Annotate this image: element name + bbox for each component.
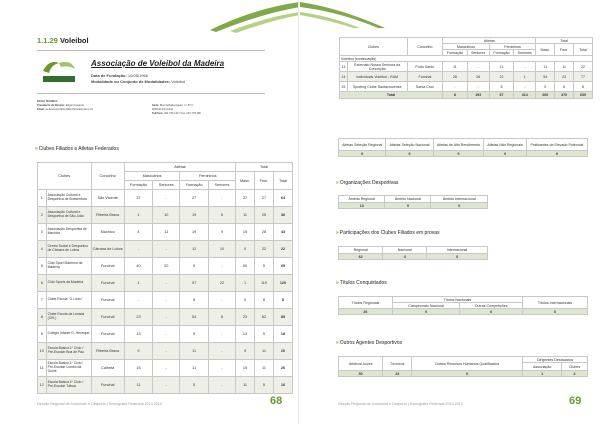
- col-fem: Fem.: [555, 44, 574, 56]
- table-cell: 62: [255, 309, 274, 326]
- agentes-value: 1: [523, 371, 562, 377]
- col-atletas: Atletas: [124, 163, 235, 172]
- clubes-subtitle: »Clubes Filiados e Atletas Federados: [35, 146, 119, 152]
- table-cell: 36: [273, 207, 292, 224]
- association-logo: [39, 57, 79, 85]
- table-cell: 5: [255, 377, 274, 394]
- table-cell: Santa Cruz: [407, 82, 443, 92]
- modality-value: Voleibol: [171, 79, 186, 84]
- club-name-cell: Clube Escola "O Liceu": [46, 292, 91, 309]
- table-cell: -: [208, 360, 235, 377]
- table-cell: -: [153, 241, 180, 258]
- chevron-right-icon: »: [336, 180, 339, 186]
- table-cell: 8: [273, 292, 292, 309]
- ficha-left: [37, 100, 93, 113]
- table-cell: -: [153, 309, 180, 326]
- table-cell: 11: [180, 343, 208, 360]
- table-row: [38, 241, 293, 258]
- col-masc: Masc.: [236, 172, 255, 190]
- table-row: [38, 292, 293, 309]
- col-fem: Fem.: [255, 172, 274, 190]
- total-cell: 193: [467, 92, 489, 99]
- part-value: 62: [339, 254, 383, 260]
- col-f-formacao: Formação: [180, 181, 208, 190]
- campeonato-header: Campeonato Nacional: [392, 303, 459, 309]
- row-number-cell: 7: [38, 292, 47, 309]
- table-row: [340, 62, 593, 72]
- dirigentes-header: Dirigentes Destacados: [523, 357, 588, 363]
- founded-label: Data de Fundação:: [91, 73, 127, 78]
- part-header: Nacional: [383, 247, 427, 254]
- row-number-cell: 1: [38, 190, 47, 207]
- chevron-right-icon: »: [35, 146, 38, 152]
- row-number-cell: 6: [38, 275, 47, 292]
- club-name-cell: Associação Cultural e Desportiva de São João: [46, 207, 91, 224]
- arbitros-header: Árbitros/Juízes: [339, 357, 383, 371]
- table-cell: 23: [555, 72, 574, 82]
- table-cell: -: [153, 377, 180, 394]
- table-cell: 20: [153, 258, 180, 275]
- email-value[interactable]: av.desconsordetubilizonhiracastrrpto.com: [45, 108, 94, 112]
- selecao-value: 0: [484, 151, 526, 157]
- org-value: 0: [385, 203, 431, 209]
- table-cell: 77: [574, 72, 593, 82]
- club-name-cell: Centro Social e Desportivo de Câmara de Lobos: [46, 241, 91, 258]
- table-cell: -: [467, 62, 489, 72]
- table-cell: 11: [124, 377, 152, 394]
- table-cell: -: [208, 292, 235, 309]
- table-cell: Câmara de Lobos: [91, 241, 124, 258]
- table-cell: 22: [255, 241, 274, 258]
- selecao-header: Atletas de Alto Rendimento: [433, 139, 484, 151]
- titulos-nacionais-header: Títulos Nacionais: [392, 297, 522, 303]
- club-name-cell: Club Sport Marítimo da Madeira: [46, 258, 91, 275]
- organizacoes-subtitle: »Organizações Desportivas: [336, 180, 399, 186]
- org-header: Âmbito Nacional: [385, 196, 431, 203]
- table-cell: Funchal: [91, 258, 124, 275]
- table-cell: 8: [208, 309, 235, 326]
- col-concelho: Concelho: [91, 163, 124, 190]
- table-cell: 64: [273, 190, 292, 207]
- table-cell: -: [153, 326, 180, 343]
- swoosh-decoration-icon: [200, 0, 300, 34]
- table-cell: -: [124, 292, 152, 309]
- table-cell: -: [467, 82, 489, 92]
- total-row: [340, 92, 593, 99]
- part-header: Regional: [339, 247, 383, 254]
- table-cell: -: [153, 292, 180, 309]
- table-cell: 60: [236, 258, 255, 275]
- site-value: Rua Velhada Aguiar, n.º 87 C: [159, 104, 194, 107]
- row-number-cell: 8: [38, 309, 47, 326]
- table-cell: 27: [255, 190, 274, 207]
- table-cell: 5: [180, 326, 208, 343]
- table-cell: 11: [443, 62, 467, 72]
- org-header: Âmbito Internacional: [431, 196, 488, 203]
- table-cell: 119: [255, 275, 274, 292]
- table-cell: 37: [124, 190, 152, 207]
- table-cell: -: [153, 343, 180, 360]
- table-cell: 16: [273, 377, 292, 394]
- association-box: [37, 50, 265, 94]
- col-femininos: Femininos: [489, 44, 536, 50]
- table-cell: -: [514, 82, 536, 92]
- col-masculinos: Masculinos: [443, 44, 490, 50]
- row-number-cell: 10: [38, 343, 47, 360]
- site-label: Sede:: [152, 104, 160, 107]
- table-cell: 1: [124, 207, 152, 224]
- section-title: [37, 36, 89, 45]
- table-cell: 54: [536, 72, 555, 82]
- table-cell: 19: [180, 224, 208, 241]
- swoosh-decoration-icon: [300, 0, 390, 30]
- table-cell: -: [208, 258, 235, 275]
- table-row: [38, 224, 293, 241]
- table-cell: 22: [208, 275, 235, 292]
- row-number-cell: 15: [340, 82, 348, 92]
- table-cell: 1: [514, 72, 536, 82]
- participacoes-table: [338, 246, 488, 260]
- table-cell: 37: [236, 190, 255, 207]
- table-cell: 54: [180, 309, 208, 326]
- col-femininos: Femininos: [180, 172, 236, 181]
- table-cell: 8: [180, 292, 208, 309]
- total-label: Total: [340, 92, 443, 99]
- table-row: [38, 309, 293, 326]
- table-cell: -: [124, 241, 152, 258]
- agentes-table: [338, 356, 588, 377]
- club-name-cell: Club Sports da Madeira: [46, 275, 91, 292]
- table-cell: Machico: [91, 224, 124, 241]
- club-name-cell: Colégio Infante D. Henrique: [46, 326, 91, 343]
- titulos-regionais-header: Títulos Regionais: [339, 297, 393, 309]
- total-cell: 8: [443, 92, 467, 99]
- table-cell: 11: [255, 343, 274, 360]
- table-cell: 8: [555, 82, 574, 92]
- table-cell: 5: [180, 377, 208, 394]
- table-cell: 5: [180, 258, 208, 275]
- table-cell: Funchal: [91, 377, 124, 394]
- col-m-seniores: Seniores: [467, 50, 489, 56]
- table-cell: 0: [536, 82, 555, 92]
- table-cell: 97: [180, 275, 208, 292]
- email-label: Email:: [37, 108, 45, 112]
- president-label: Presidente da Direção:: [37, 104, 66, 108]
- table-cell: 11: [180, 360, 208, 377]
- club-name-cell: Clube Escola da Levada (CEL): [46, 309, 91, 326]
- table-cell: 65: [273, 258, 292, 275]
- table-cell: 0: [236, 292, 255, 309]
- table-row: [38, 326, 293, 343]
- table-cell: 11: [236, 207, 255, 224]
- table-cell: 28: [255, 224, 274, 241]
- club-name-cell: Escola Básica 1º Ciclo / Pré-Escolar Boa de Pau: [46, 343, 91, 360]
- page-number-left: 68: [270, 395, 283, 407]
- part-value: 0: [427, 254, 488, 260]
- table-row: [38, 343, 293, 360]
- table-cell: 8: [255, 292, 274, 309]
- table-cell: 0: [236, 241, 255, 258]
- right-page: [300, 0, 600, 424]
- table-cell: 120: [273, 275, 292, 292]
- table-cell: 13: [124, 326, 152, 343]
- table-cell: 11: [489, 62, 513, 72]
- table-cell: -: [208, 326, 235, 343]
- table-cell: 8: [574, 82, 593, 92]
- participacoes-subtitle: »Participações dos Clubes Filiados em provas: [336, 230, 440, 236]
- section-number: 1.1.29: [37, 36, 58, 45]
- total-cell: 630: [574, 92, 593, 99]
- part-header: Internacional: [427, 247, 488, 254]
- row-number-cell: 4: [38, 241, 47, 258]
- chevron-right-icon: »: [336, 280, 339, 286]
- col-masc: Masc.: [536, 44, 555, 56]
- founded-line: [91, 73, 148, 78]
- agentes-value: 0: [412, 371, 523, 377]
- table-cell: 25: [255, 207, 274, 224]
- club-name-cell: Escola Básica 1º Ciclo / Pré-Escolar Lombo da Guiné: [46, 360, 91, 377]
- table-cell: Ribeira Brava: [91, 343, 124, 360]
- org-header: Âmbito Regional: [339, 196, 385, 203]
- col-m-formacao: Formação: [124, 181, 152, 190]
- president-value: Edgar Cesareia: [65, 104, 84, 108]
- table-cell: -: [443, 82, 467, 92]
- table-cell: -: [208, 343, 235, 360]
- col-clubes: Clubes: [340, 38, 408, 56]
- titulos-table: [338, 296, 588, 315]
- phone-label: Telefone:: [152, 112, 164, 116]
- section-name: Voleibol: [59, 36, 89, 45]
- footer-right: Direção Regional de Juventude e Desporto | Demografia Federada 2013-2014: [338, 402, 463, 406]
- club-name-cell: Escola Básica 1º Ciclo / Pré-Escolar Tábua: [46, 377, 91, 394]
- table-cell: Funchal: [91, 309, 124, 326]
- club-name-cell: Associação Cultural e Desportiva de Boaventura: [46, 190, 91, 207]
- total-cell: 67: [489, 92, 513, 99]
- selecao-value: 0: [339, 151, 386, 157]
- row-number-cell: 11: [38, 360, 47, 377]
- table-cell: Funchal: [91, 326, 124, 343]
- total-cell: 260: [536, 92, 555, 99]
- table-cell: 43: [273, 224, 292, 241]
- col-atletas: Atletas: [443, 38, 536, 44]
- table-cell: 15: [236, 224, 255, 241]
- table-cell: 11: [555, 62, 574, 72]
- titulos-value: 0: [460, 309, 523, 315]
- total-cell: 370: [555, 92, 574, 99]
- row-number-cell: 5: [38, 258, 47, 275]
- table-cell: 15: [236, 360, 255, 377]
- clubes-header: Clubes: [562, 363, 588, 371]
- table-cell: 9: [124, 343, 152, 360]
- chevron-right-icon: »: [336, 340, 339, 346]
- col-total: Total: [536, 38, 593, 44]
- table-row: [38, 258, 293, 275]
- table-cell: São Vicente: [91, 190, 124, 207]
- selecao-value: 0: [433, 151, 484, 157]
- table-cell: 18: [273, 326, 292, 343]
- table-cell: 11: [536, 62, 555, 72]
- table-row: [38, 377, 293, 394]
- table-cell: 22: [489, 72, 513, 82]
- table-cell: 23: [124, 309, 152, 326]
- total-cell: 314: [514, 92, 536, 99]
- selecao-header: Atletas Seleção Regional: [339, 139, 386, 151]
- modality-label: Modalidade ou Conjunto de Modalidades:: [91, 79, 171, 84]
- table-cell: 13: [236, 326, 255, 343]
- club-name-cell: Externato Nossa Senhora da Conceição: [347, 62, 407, 72]
- postal-value: 9000-013 Funchal: [152, 108, 173, 112]
- selecao-table: [338, 138, 588, 157]
- col-f-seniores: Seniores: [514, 50, 536, 56]
- col-f-formacao: Formação: [489, 50, 513, 56]
- modality-line: [91, 79, 185, 84]
- org-value: 13: [339, 203, 385, 209]
- row-number-cell: 3: [38, 224, 47, 241]
- titulos-value: 0: [392, 309, 459, 315]
- ficha-title: FICHA TÉCNICA:: [37, 100, 58, 103]
- footer-left: Direção Regional de Juventude e Desporto | Demografia Federada 2013-2014: [37, 402, 162, 406]
- table-row: [38, 275, 293, 292]
- selecao-value: 0: [386, 151, 433, 157]
- founded-value: 10/05/1966: [127, 73, 148, 78]
- table-cell: 11: [255, 360, 274, 377]
- table-cell: 26: [467, 72, 489, 82]
- row-number-cell: 13: [340, 62, 348, 72]
- org-value: 0: [431, 203, 488, 209]
- col-total-sum: Total: [574, 44, 593, 56]
- table-cell: 28: [443, 72, 467, 82]
- row-number-cell: 2: [38, 207, 47, 224]
- titulos-value: 0: [522, 309, 587, 315]
- clubes-table: [37, 162, 293, 394]
- table-cell: 12: [180, 241, 208, 258]
- table-cell: -: [153, 190, 180, 207]
- club-name-cell: Associação Desportiva de Machico: [46, 224, 91, 241]
- table-cell: 19: [180, 207, 208, 224]
- associacao-header: Associação: [523, 363, 562, 371]
- selecao-value: 0: [526, 151, 587, 157]
- table-cell: Funchal: [91, 275, 124, 292]
- table-row: [38, 360, 293, 377]
- table-cell: Ribeira Brava: [91, 207, 124, 224]
- col-m-formacao: Formação: [443, 50, 467, 56]
- table-cell: 23: [236, 309, 255, 326]
- col-clubes: Clubes: [38, 163, 92, 190]
- table-row: [38, 190, 293, 207]
- outros-header: Outros Recursos Humanos Qualificados: [412, 357, 523, 371]
- table-cell: 15: [124, 360, 152, 377]
- selecao-header: Atletas Seleção Nacional: [386, 139, 433, 151]
- ficha-right: [152, 104, 201, 117]
- continuation-table: [339, 37, 593, 99]
- table-cell: 11: [153, 224, 180, 241]
- agentes-value: 23: [383, 371, 412, 377]
- table-cell: 27: [180, 190, 208, 207]
- table-row: [340, 72, 593, 82]
- table-cell: 6: [208, 207, 235, 224]
- titulos-value: 26: [339, 309, 393, 315]
- table-row: [340, 82, 593, 92]
- table-cell: Funchal: [407, 72, 443, 82]
- table-cell: 9: [208, 224, 235, 241]
- organizacoes-table: [338, 195, 488, 209]
- col-masculinos: Masculinos: [124, 172, 180, 181]
- table-cell: 4: [124, 224, 152, 241]
- table-cell: 1: [124, 275, 152, 292]
- page-number-right: 69: [569, 395, 582, 407]
- table-cell: 11: [236, 377, 255, 394]
- phone-value: 291 764 140 / Fax: 291 778 486: [164, 112, 201, 116]
- chevron-right-icon: »: [336, 230, 339, 236]
- table-cell: -: [208, 377, 235, 394]
- part-value: 4: [383, 254, 427, 260]
- table-cell: 85: [273, 309, 292, 326]
- table-cell: 10: [208, 241, 235, 258]
- row-number-cell: 14: [340, 72, 348, 82]
- table-cell: 8: [489, 82, 513, 92]
- col-concelho: Concelho: [407, 38, 443, 56]
- table-cell: 20: [273, 343, 292, 360]
- table-cell: -: [153, 360, 180, 377]
- table-cell: 1: [236, 275, 255, 292]
- table-cell: 40: [124, 258, 152, 275]
- col-m-seniores: Seniores: [153, 181, 180, 190]
- table-cell: 22: [273, 241, 292, 258]
- agentes-value: 50: [339, 371, 383, 377]
- club-name-cell: Individuais Voleibol - RAM: [347, 72, 407, 82]
- table-cell: Porto Santo: [407, 62, 443, 72]
- table-cell: 26: [273, 360, 292, 377]
- titulos-internacionais-header: Títulos Internacionais: [522, 297, 587, 309]
- table-cell: 9: [236, 343, 255, 360]
- agentes-value: 2: [562, 371, 588, 377]
- table-cell: -: [208, 190, 235, 207]
- continuation-label: Voleibol (continuação): [340, 56, 593, 62]
- titulos-subtitle: »Títulos Conquistados: [336, 280, 387, 286]
- col-total: Total: [236, 163, 293, 172]
- table-cell: 10: [153, 207, 180, 224]
- selecao-header: Praticantes de Elevado Potencial: [526, 139, 587, 151]
- table-cell: Calheta: [91, 360, 124, 377]
- association-name: Associação de Voleibol da Madeira: [91, 59, 225, 68]
- outras-header: Outras Competições: [460, 303, 523, 309]
- table-cell: -: [153, 275, 180, 292]
- selecao-header: Atletas Não Regionais: [484, 139, 526, 151]
- table-cell: 22: [574, 62, 593, 72]
- club-name-cell: Sporting Clube Santacruzense: [347, 82, 407, 92]
- table-cell: Funchal: [91, 292, 124, 309]
- col-f-seniores: Seniores: [208, 181, 235, 190]
- row-number-cell: 9: [38, 326, 47, 343]
- table-row: [38, 207, 293, 224]
- table-cell: 5: [255, 326, 274, 343]
- col-total-sum: Total: [273, 172, 292, 190]
- tecnicos-header: Técnicos: [383, 357, 412, 371]
- row-number-cell: 12: [38, 377, 47, 394]
- table-cell: 5: [255, 258, 274, 275]
- table-cell: -: [514, 62, 536, 72]
- agentes-subtitle: »Outros Agentes Desportivos: [336, 340, 403, 346]
